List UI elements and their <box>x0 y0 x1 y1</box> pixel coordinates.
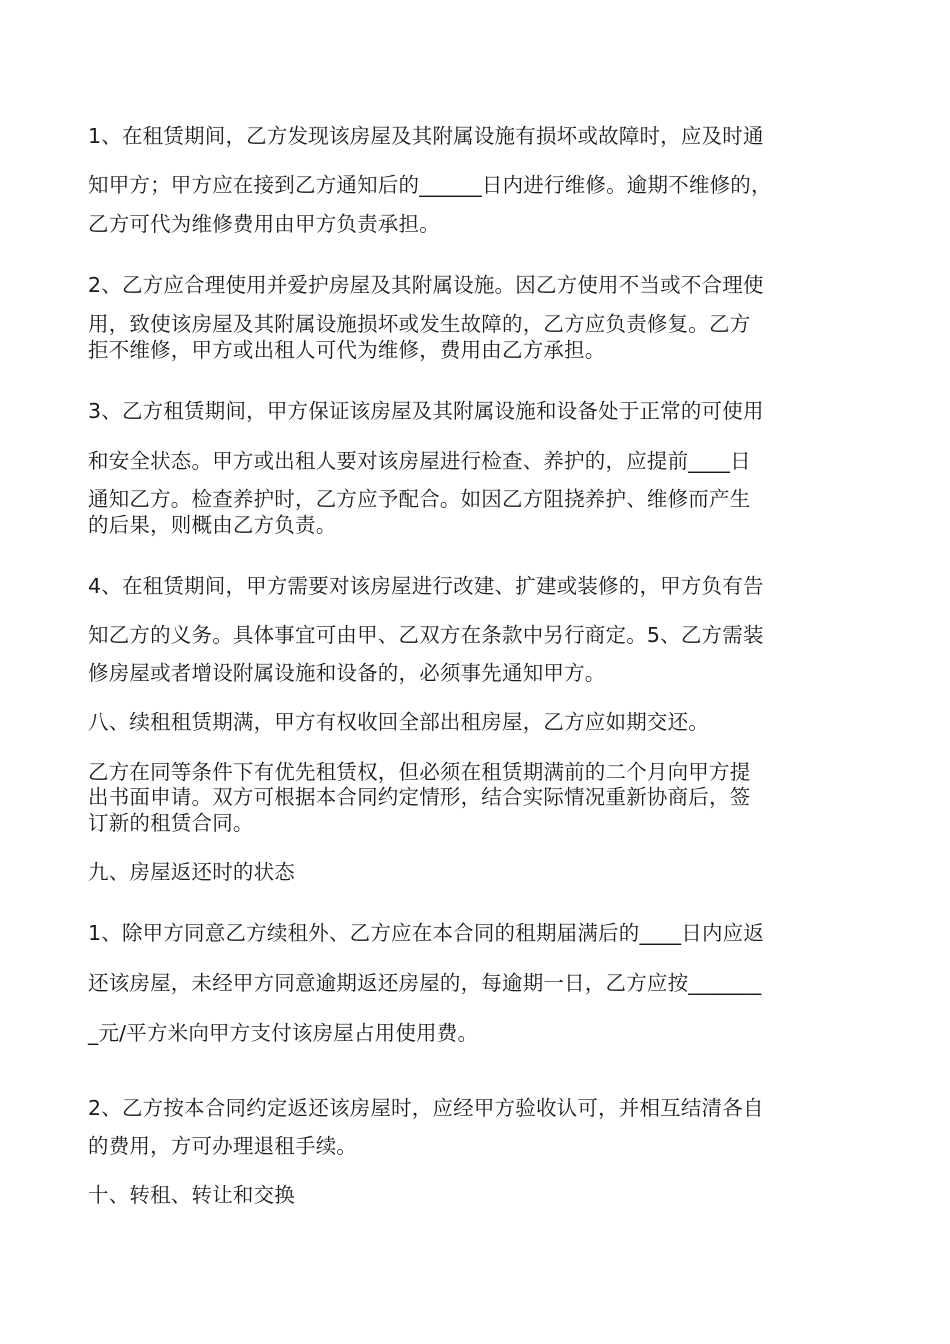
text-line: 2、乙方应合理使用并爱护房屋及其附属设施。因乙方使用不当或不合理使 <box>88 273 764 297</box>
text-line: 乙方在同等条件下有优先租赁权，但必须在租赁期满前的二个月向甲方提 <box>88 760 751 784</box>
text-line: 通知乙方。检查养护时，乙方应予配合。如因乙方阻挠养护、维修而产生 <box>88 487 751 511</box>
text-line: 2、乙方按本合同约定返还该房屋时，应经甲方验收认可，并相互结清各自 <box>88 1096 764 1120</box>
text-line: 订新的租赁合同。 <box>88 811 254 835</box>
text-line: _元/平方米向甲方支付该房屋占用使用费。 <box>88 1021 479 1045</box>
text-line: 拒不维修，甲方或出租人可代为维修，费用由乙方承担。 <box>88 338 606 362</box>
section-heading: 八、续租租赁期满，甲方有权收回全部出租房屋，乙方应如期交还。 <box>88 710 709 734</box>
text-line: 乙方可代为维修费用由甲方负责承担。 <box>88 212 440 236</box>
text-line: 知甲方；甲方应在接到乙方通知后的______日内进行维修。逾期不维修的， <box>88 173 772 197</box>
text-line: 出书面申请。双方可根据本合同约定情形，结合实际情况重新协商后，签 <box>88 785 751 809</box>
text-line: 修房屋或者增设附属设施和设备的，必须事先通知甲方。 <box>88 661 606 685</box>
text-line: 3、乙方租赁期间，甲方保证该房屋及其附属设施和设备处于正常的可使用 <box>88 399 764 423</box>
text-line: 用，致使该房屋及其附属设施损坏或发生故障的，乙方应负责修复。乙方 <box>88 312 751 336</box>
text-line: 知乙方的义务。具体事宜可由甲、乙双方在条款中另行商定。5、乙方需装 <box>88 623 764 647</box>
text-line: 1、除甲方同意乙方续租外、乙方应在本合同的租期届满后的____日内应返 <box>88 921 765 945</box>
text-line: 还该房屋，未经甲方同意逾期返还房屋的，每逾期一日，乙方应按_______ <box>88 971 762 995</box>
text-line: 的费用，方可办理退租手续。 <box>88 1134 358 1158</box>
text-line: 4、在租赁期间，甲方需要对该房屋进行改建、扩建或装修的，甲方负有告 <box>88 574 764 598</box>
text-line: 1、在租赁期间，乙方发现该房屋及其附属设施有损坏或故障时，应及时通 <box>88 124 764 148</box>
text-line: 的后果，则概由乙方负责。 <box>88 513 337 537</box>
section-heading: 九、房屋返还时的状态 <box>88 860 295 884</box>
text-line: 和安全状态。甲方或出租人要对该房屋进行检查、养护的，应提前____日 <box>88 449 751 473</box>
section-heading: 十、转租、转让和交换 <box>88 1183 295 1207</box>
